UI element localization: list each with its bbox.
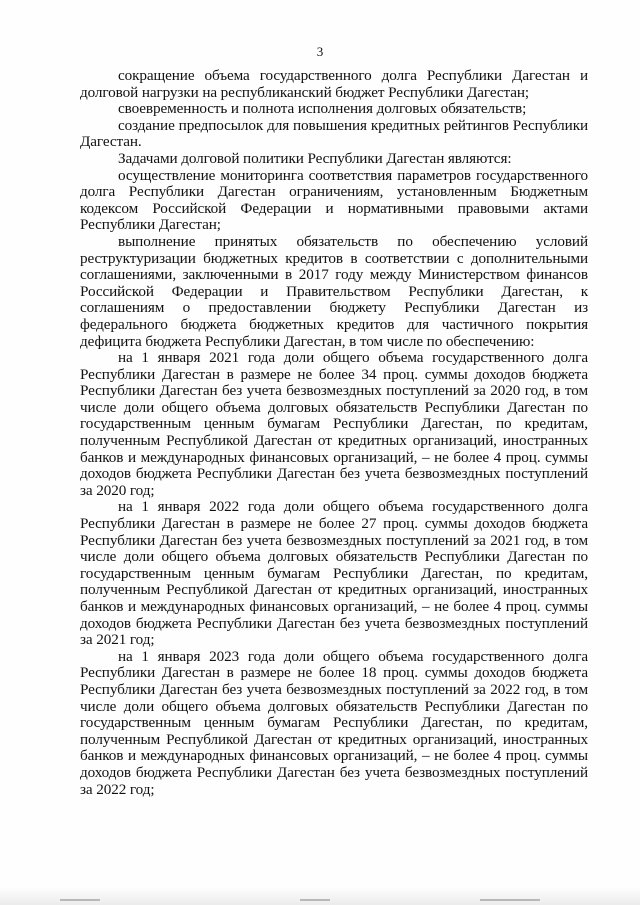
paragraph-target-2021: на 1 января 2021 года доли общего объема государственного долга Республики Дагестан в размере не более 34 проц. суммы доходов бюджета Республики Дагестан без учета безвозмездных поступлений за 2020 год, в том числе доли общего объема долговых обязательств Республики Дагестан по государственным ценным бумагам Республики Дагестан, по кредитам, полученным Республикой Дагестан от кредитных организаций, иностранных банков и международных финансовых организаций, – не более 4 проц. суммы доходов бюджета Республики Дагестан без учета безвозмездных поступлений за 2020 год;: [80, 349, 588, 499]
paragraph-task-restructuring: выполнение принятых обязательств по обеспечению условий реструктуризации бюджетных кредитов в соответствии с дополнительными соглашениями, заключенными в 2017 году между Министерством финансов Российской Федерации и Правительством Республики Дагестан, к соглашениям о предоставлении бюджету Республики Дагестан из федерального бюджета бюджетных кредитов для частичного покрытия дефицита бюджета Республики Дагестан, в том числе по обеспечению:: [80, 232, 588, 350]
scan-bottom-edge: [0, 887, 640, 905]
paragraph-tasks-heading: Задачами долговой политики Республики Дагестан являются:: [118, 149, 512, 167]
scan-artifact: [300, 899, 330, 901]
paragraph-target-2023: на 1 января 2023 года доли общего объема государственного долга Республики Дагестан в размере не более 18 проц. суммы доходов бюджета Республики Дагестан без учета безвозмездных поступлений за 2022 год, в том числе доли общего объема долговых обязательств Республики Дагестан по государственным ценным бумагам Республики Дагестан, по кредитам, полученным Республикой Дагестан от кредитных организаций, иностранных банков и международных финансовых организаций, – не более 4 проц. суммы доходов бюджета Республики Дагестан без учета безвозмездных поступлений за 2022 год;: [80, 647, 588, 798]
paragraph-target-2022: на 1 января 2022 года доли общего объема государственного долга Республики Дагестан в размере не более 27 проц. суммы доходов бюджета Республики Дагестан без учета безвозмездных поступлений за 2021 год, в том числе доли общего объема долговых обязательств Республики Дагестан по государственным ценным бумагам Республики Дагестан, по кредитам, полученным Республикой Дагестан от кредитных организаций, иностранных банков и международных финансовых организаций, – не более 4 проц. суммы доходов бюджета Республики Дагестан без учета безвозмездных поступлений за 2021 год;: [80, 498, 588, 649]
scan-artifact: [60, 899, 100, 901]
page-number: 3: [316, 44, 324, 59]
paragraph-task-monitoring: осуществление мониторинга соответствия параметров государственного долга Республики Дагестан ограничениям, установленным Бюджетным кодексом Российской Федерации и нормативными правовыми актами Республики Дагестан;: [80, 166, 588, 234]
paragraph-goal-credit-ratings: создание предпосылок для повышения кредитных рейтингов Республики Дагестан.: [80, 116, 588, 151]
document-body: [80, 68, 588, 798]
scan-artifact: [480, 899, 540, 901]
paragraph-goal-timely-execution: своевременность и полнота исполнения долговых обязательств;: [118, 100, 527, 118]
paragraph-goal-debt-reduction: сокращение объема государственного долга Республики Дагестан и долговой нагрузки на республиканский бюджет Республики Дагестан;: [80, 67, 588, 101]
